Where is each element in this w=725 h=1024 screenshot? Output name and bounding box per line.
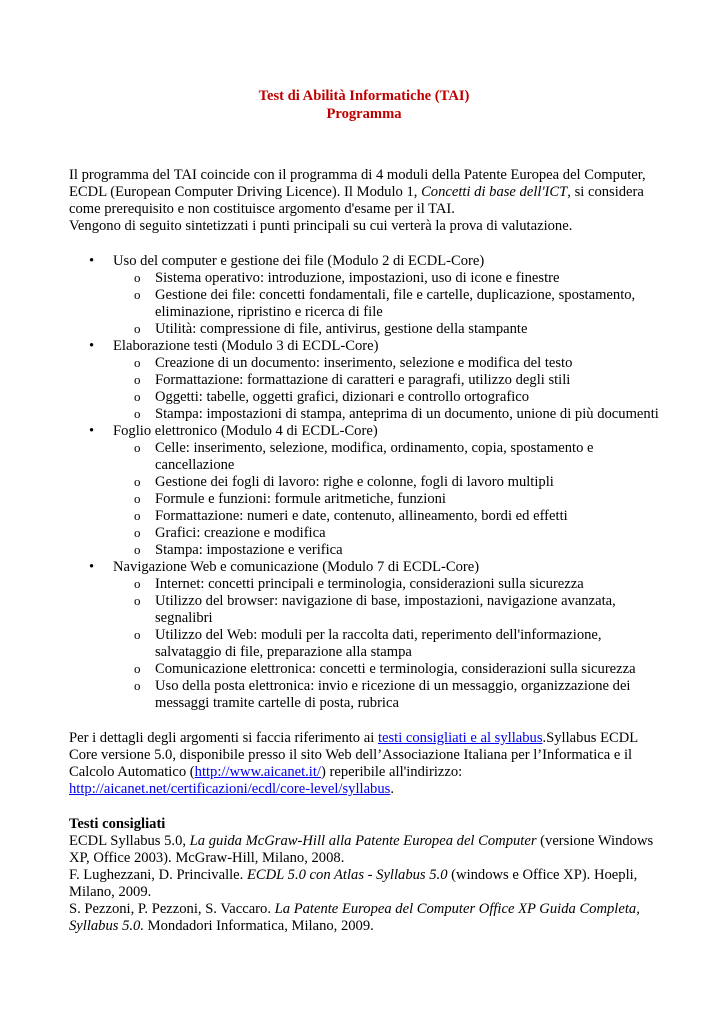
circle-bullet-icon: o: [134, 508, 141, 523]
title-line-1: Test di Abilità Informatiche (TAI): [258, 88, 470, 104]
topic-item: [113, 661, 659, 678]
topic-text: Formattazione: numeri e date, contenuto, allineamento, bordi ed effetti: [155, 508, 568, 524]
topic-text: Stampa: impostazione e verifica: [155, 542, 343, 558]
topic-item: [113, 389, 659, 406]
topic-text: Stampa: impostazioni di stampa, anteprima di un documento, unione di più documenti: [155, 406, 659, 422]
topic-item: [113, 627, 659, 661]
reference-text: F. Lughezzani, D. Princivalle.: [69, 867, 247, 883]
topic-text: Gestione dei file: concetti fondamentali, file e cartelle, duplicazione, spostamento, eliminazione, ripristino e ricerca di file: [155, 287, 636, 320]
intro-text-b: , si considera come prerequisito e non costituisce argomento d'esame per il TAI.: [69, 184, 644, 217]
modules-list: [69, 253, 659, 712]
topic-item: [113, 593, 659, 627]
topic-item: [113, 355, 659, 372]
topic-item: [113, 406, 659, 423]
module-label: Uso del computer e gestione dei file (Modulo 2 di ECDL-Core): [113, 253, 485, 269]
reference-text: ECDL Syllabus 5.0,: [69, 833, 190, 849]
topics-list: [113, 576, 659, 712]
topics-list: [113, 270, 659, 338]
topic-text: Grafici: creazione e modifica: [155, 525, 326, 541]
topic-text: Formule e funzioni: formule aritmetiche, funzioni: [155, 491, 446, 507]
circle-bullet-icon: o: [134, 355, 141, 370]
topic-text: Formattazione: formattazione di caratteri e paragrafi, utilizzo degli stili: [155, 372, 571, 388]
topic-item: [113, 372, 659, 389]
topic-text: Creazione di un documento: inserimento, selezione e modifica del testo: [155, 355, 573, 371]
testi-heading: Testi consigliati: [69, 816, 166, 832]
topic-item: [113, 321, 659, 338]
syllabus-url-link[interactable]: http://aicanet.net/certificazioni/ecdl/core-level/syllabus: [69, 781, 391, 797]
topic-text: Comunicazione elettronica: concetti e terminologia, considerazioni sulla sicurezza: [155, 661, 636, 677]
topics-list: [113, 355, 659, 423]
topic-item: [113, 287, 659, 321]
circle-bullet-icon: o: [134, 474, 141, 489]
title-line-2: Programma: [326, 106, 402, 122]
bullet-icon: •: [89, 423, 95, 439]
syllabus-link[interactable]: testi consigliati e al syllabus: [377, 730, 543, 746]
circle-bullet-icon: o: [134, 593, 141, 608]
bullet-icon: •: [89, 253, 95, 269]
circle-bullet-icon: o: [134, 627, 141, 642]
reference-text: Mondadori Informatica, Milano, 2009.: [144, 918, 374, 934]
topic-text: Uso della posta elettronica: invio e ricezione di un messaggio, organizzazione dei messaggi tramite cartelle di posta, rubrica: [155, 678, 631, 711]
intro-module-name: Concetti di base dell'ICT: [421, 184, 568, 200]
topic-text: Internet: concetti principali e terminologia, considerazioni sulla sicurezza: [155, 576, 584, 592]
module-item: [69, 338, 659, 423]
bullet-icon: •: [89, 559, 95, 575]
intro-text-a: Il programma del TAI coincide con il programma di 4 moduli della Patente Europea del Computer, ECDL (European Computer Driving Licence). Il Modulo 1,: [69, 167, 646, 200]
module-item: [69, 423, 659, 559]
topic-item: [113, 525, 659, 542]
circle-bullet-icon: o: [134, 372, 141, 387]
document-page: [69, 87, 659, 935]
intro-paragraph-2: Vengono di seguito sintetizzati i punti principali su cui verterà la prova di valutazione.: [69, 218, 573, 234]
circle-bullet-icon: o: [134, 270, 141, 285]
topic-item: [113, 474, 659, 491]
details-paragraph: [69, 730, 659, 798]
circle-bullet-icon: o: [134, 321, 141, 336]
reference-text: (windows e Office XP). Hoepli, Milano, 2009.: [69, 867, 638, 900]
topic-item: [113, 542, 659, 559]
module-item: [69, 559, 659, 712]
topic-item: [113, 491, 659, 508]
module-label: Elaborazione testi (Modulo 3 di ECDL-Core): [113, 338, 379, 354]
module-item: [69, 253, 659, 338]
intro-paragraph: [69, 167, 659, 218]
reference-title: La Patente Europea del Computer Office XP Guida Completa, Syllabus 5.0.: [69, 901, 640, 934]
reference-title: ECDL 5.0 con Atlas - Syllabus 5.0: [246, 867, 448, 883]
details-text-a: Per i dettagli degli argomenti si faccia riferimento ai: [69, 730, 378, 746]
reference-title: La guida McGraw-Hill alla Patente Europea del Computer: [189, 833, 537, 849]
module-label: Navigazione Web e comunicazione (Modulo 7 di ECDL-Core): [113, 559, 480, 575]
topic-text: Oggetti: tabelle, oggetti grafici, dizionari e controllo ortografico: [155, 389, 530, 405]
circle-bullet-icon: o: [134, 287, 141, 302]
circle-bullet-icon: o: [134, 491, 141, 506]
reference-text: (versione Windows XP, Office 2003). McGraw-Hill, Milano, 2008.: [69, 833, 654, 866]
topic-item: [113, 576, 659, 593]
details-text-d: .: [390, 781, 394, 797]
topic-item: [113, 270, 659, 287]
topic-text: Utilità: compressione di file, antivirus, gestione della stampante: [155, 321, 528, 337]
topics-list: [113, 440, 659, 559]
circle-bullet-icon: o: [134, 525, 141, 540]
bullet-icon: •: [89, 338, 95, 354]
details-text-b: .Syllabus ECDL Core versione 5.0, disponibile presso il sito Web dell’Associazione Italiana per l’Informatica e il Calcolo Automatico (: [69, 730, 638, 780]
details-text-c: ) reperibile all'indirizzo:: [320, 764, 463, 780]
topic-item: [113, 678, 659, 712]
aicanet-link[interactable]: http://www.aicanet.it/: [194, 764, 321, 780]
circle-bullet-icon: o: [134, 542, 141, 557]
topic-text: Utilizzo del browser: navigazione di base, impostazioni, navigazione avanzata, segnalibri: [155, 593, 616, 626]
topic-text: Gestione dei fogli di lavoro: righe e colonne, fogli di lavoro multipli: [155, 474, 554, 490]
circle-bullet-icon: o: [134, 661, 141, 676]
reference-item: [69, 901, 659, 935]
document-title: [69, 87, 659, 123]
topic-item: [113, 508, 659, 525]
module-label: Foglio elettronico (Modulo 4 di ECDL-Core): [113, 423, 378, 439]
topic-text: Celle: inserimento, selezione, modifica, ordinamento, copia, spostamento e cancellazione: [155, 440, 594, 473]
topic-text: Sistema operativo: introduzione, impostazioni, uso di icone e finestre: [155, 270, 560, 286]
topic-item: [113, 440, 659, 474]
circle-bullet-icon: o: [134, 576, 141, 591]
circle-bullet-icon: o: [134, 678, 141, 693]
reference-item: [69, 833, 659, 867]
reference-item: [69, 867, 659, 901]
topic-text: Utilizzo del Web: moduli per la raccolta dati, reperimento dell'informazione, salvataggio di file, preparazione alla stampa: [155, 627, 602, 660]
circle-bullet-icon: o: [134, 406, 141, 421]
circle-bullet-icon: o: [134, 389, 141, 404]
reference-text: S. Pezzoni, P. Pezzoni, S. Vaccaro.: [69, 901, 275, 917]
circle-bullet-icon: o: [134, 440, 141, 455]
